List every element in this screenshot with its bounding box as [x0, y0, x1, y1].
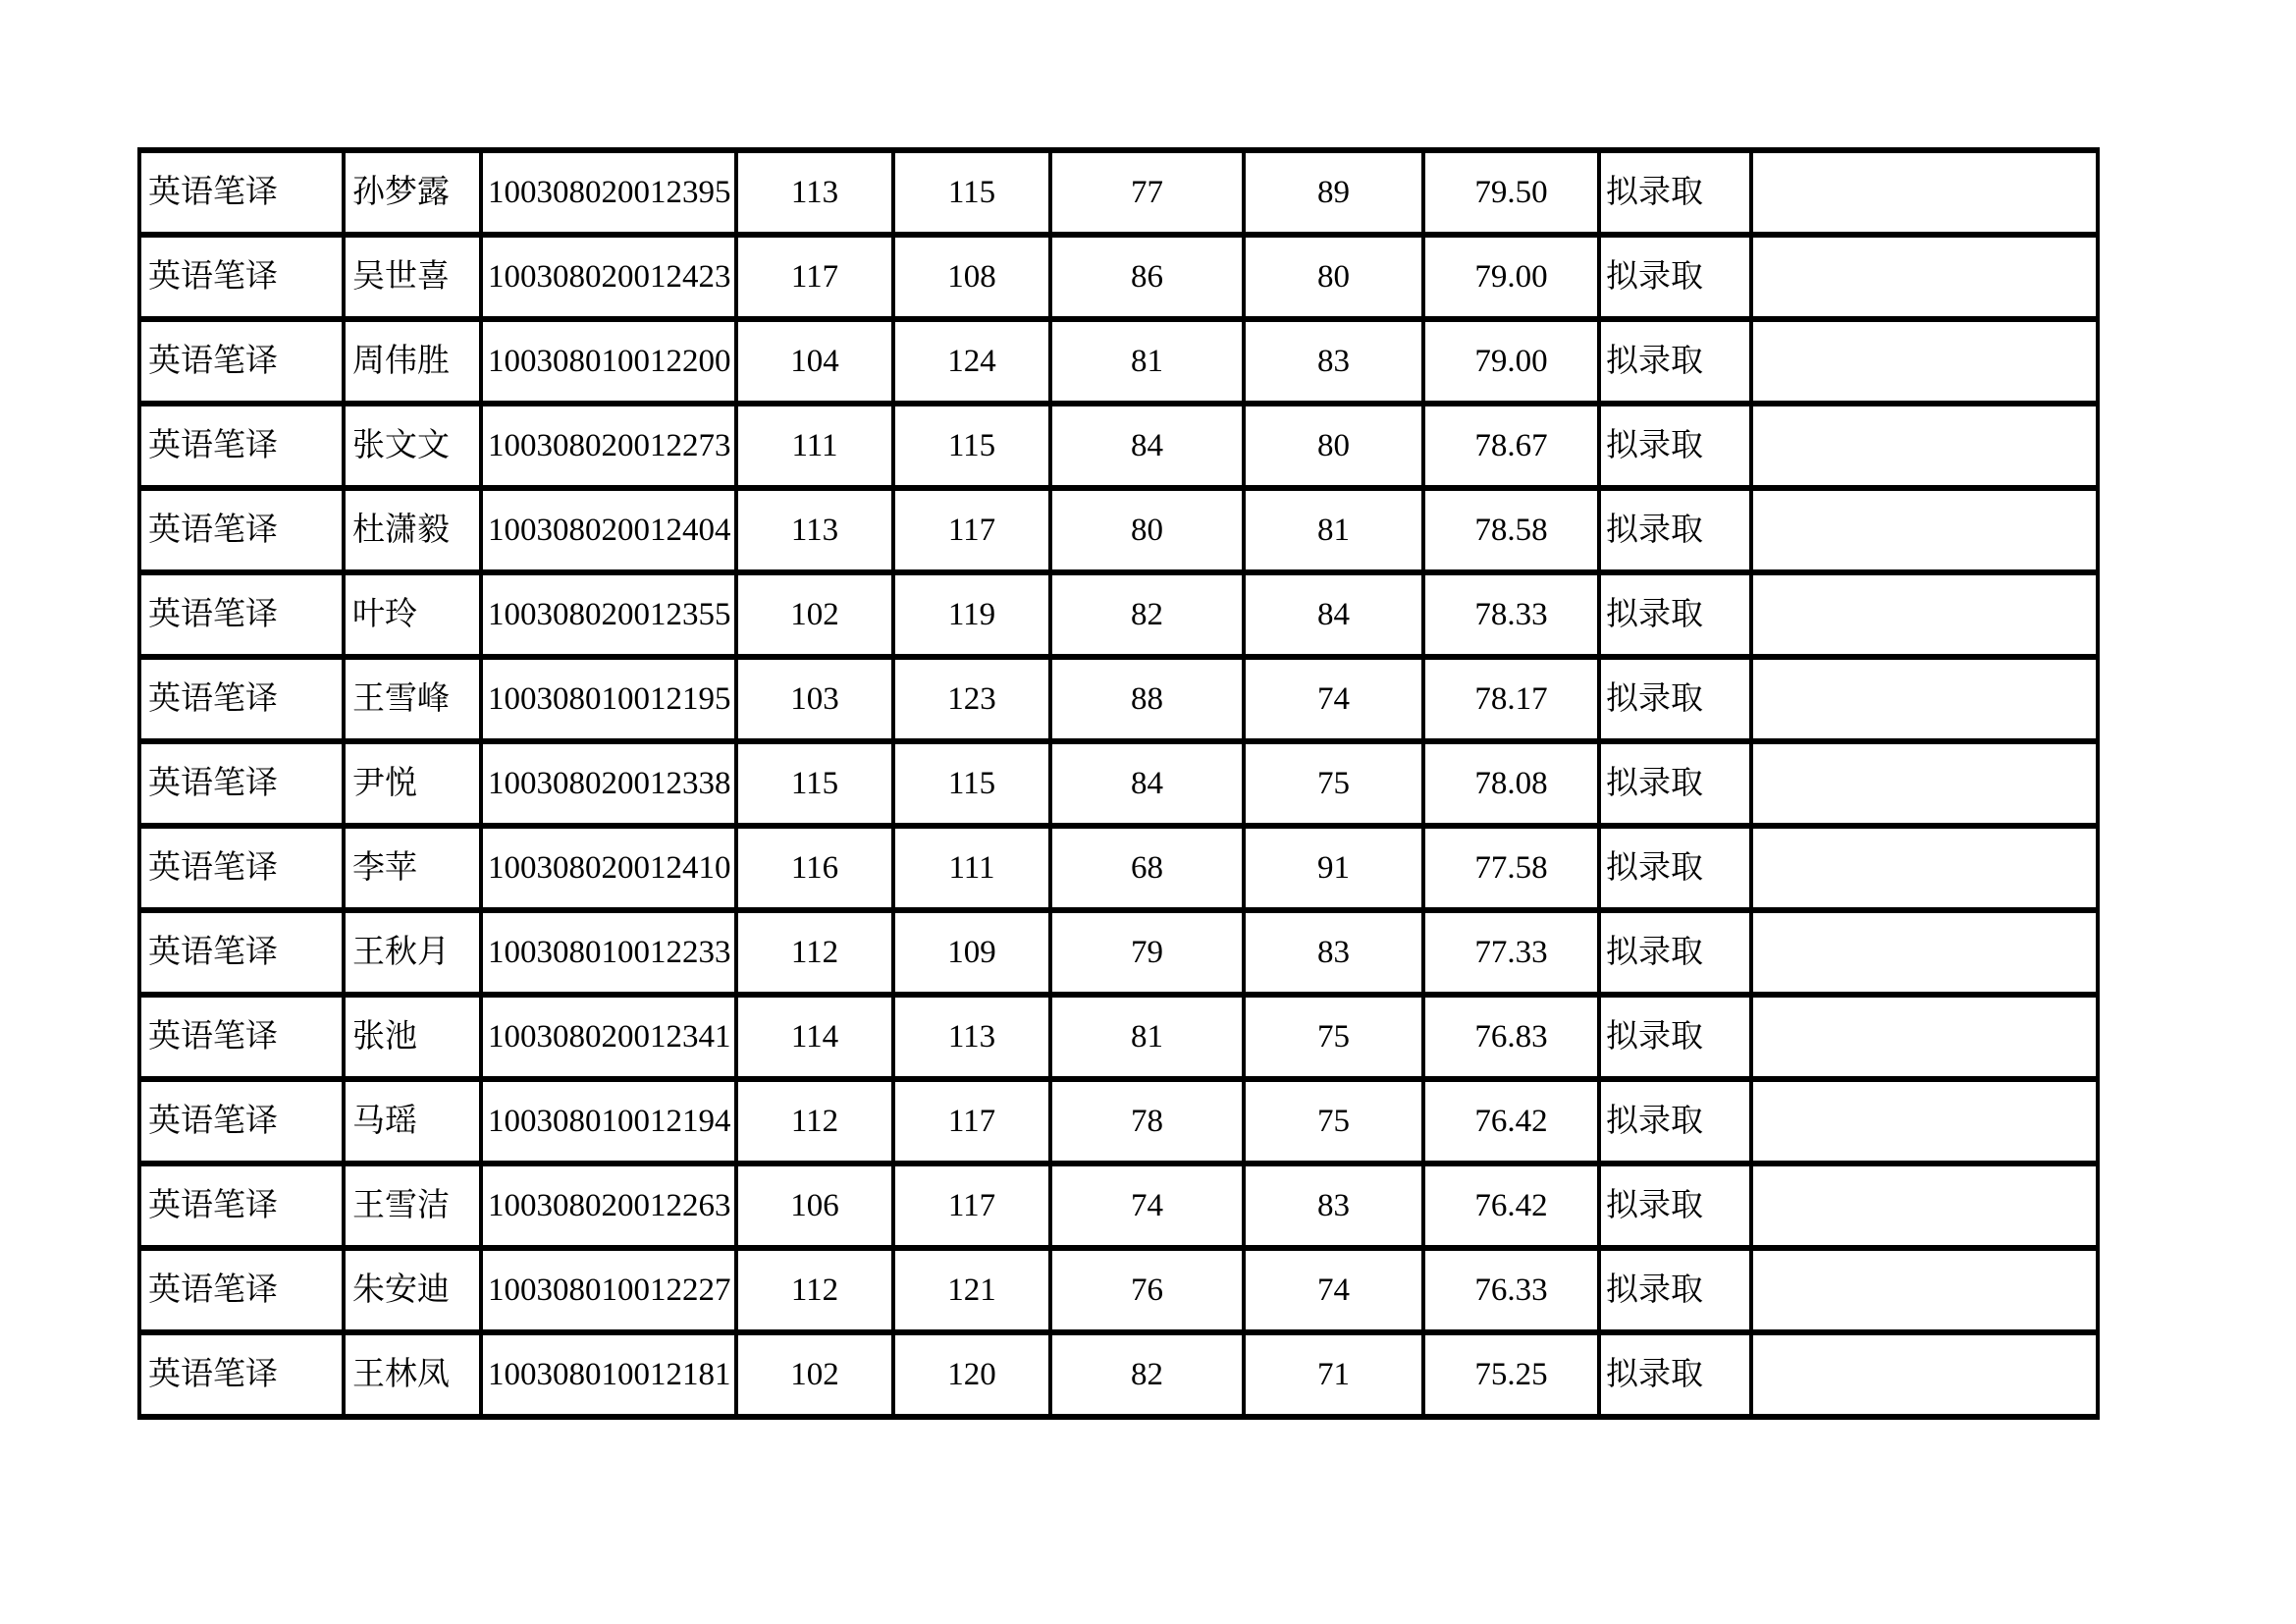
cell-remark	[1751, 1079, 2098, 1164]
cell-name: 王秋月	[344, 910, 481, 995]
cell-remark	[1751, 1164, 2098, 1248]
cell-admission-status: 拟录取	[1599, 404, 1751, 488]
cell-score-4: 81	[1244, 488, 1423, 572]
cell-candidate-number: 100308020012341	[481, 995, 736, 1079]
cell-total-score: 78.17	[1423, 657, 1599, 741]
cell-name: 马瑶	[344, 1079, 481, 1164]
cell-name: 王雪洁	[344, 1164, 481, 1248]
cell-candidate-number: 100308010012200	[481, 319, 736, 404]
cell-score-3: 78	[1050, 1079, 1244, 1164]
cell-total-score: 76.42	[1423, 1164, 1599, 1248]
cell-major: 英语笔译	[139, 404, 344, 488]
table-row	[139, 657, 2098, 741]
cell-score-1: 113	[736, 150, 893, 235]
cell-score-3: 86	[1050, 235, 1244, 319]
cell-score-4: 75	[1244, 995, 1423, 1079]
cell-score-2: 111	[893, 826, 1050, 910]
cell-remark	[1751, 995, 2098, 1079]
cell-score-3: 84	[1050, 404, 1244, 488]
cell-score-2: 113	[893, 995, 1050, 1079]
cell-remark	[1751, 826, 2098, 910]
cell-major: 英语笔译	[139, 657, 344, 741]
cell-score-3: 74	[1050, 1164, 1244, 1248]
cell-remark	[1751, 404, 2098, 488]
cell-score-1: 112	[736, 1248, 893, 1332]
cell-score-1: 102	[736, 572, 893, 657]
table-row	[139, 826, 2098, 910]
cell-score-4: 80	[1244, 404, 1423, 488]
cell-score-4: 89	[1244, 150, 1423, 235]
cell-total-score: 77.58	[1423, 826, 1599, 910]
table-row	[139, 235, 2098, 319]
cell-major: 英语笔译	[139, 995, 344, 1079]
cell-score-4: 75	[1244, 741, 1423, 826]
cell-major: 英语笔译	[139, 488, 344, 572]
cell-remark	[1751, 572, 2098, 657]
cell-score-2: 117	[893, 1079, 1050, 1164]
table-row	[139, 1164, 2098, 1248]
cell-name: 王林凤	[344, 1332, 481, 1417]
admission-results-table	[137, 147, 2100, 1420]
cell-score-3: 82	[1050, 572, 1244, 657]
cell-admission-status: 拟录取	[1599, 741, 1751, 826]
cell-score-1: 113	[736, 488, 893, 572]
table-row	[139, 910, 2098, 995]
cell-total-score: 79.00	[1423, 319, 1599, 404]
cell-total-score: 78.33	[1423, 572, 1599, 657]
cell-total-score: 78.67	[1423, 404, 1599, 488]
cell-admission-status: 拟录取	[1599, 1079, 1751, 1164]
cell-score-1: 112	[736, 1079, 893, 1164]
cell-major: 英语笔译	[139, 150, 344, 235]
table-row	[139, 1248, 2098, 1332]
cell-admission-status: 拟录取	[1599, 150, 1751, 235]
cell-remark	[1751, 235, 2098, 319]
cell-score-2: 109	[893, 910, 1050, 995]
cell-score-3: 81	[1050, 995, 1244, 1079]
cell-name: 尹悦	[344, 741, 481, 826]
cell-score-4: 80	[1244, 235, 1423, 319]
cell-major: 英语笔译	[139, 1079, 344, 1164]
cell-score-4: 83	[1244, 1164, 1423, 1248]
cell-score-3: 76	[1050, 1248, 1244, 1332]
cell-remark	[1751, 1332, 2098, 1417]
table-row	[139, 741, 2098, 826]
cell-score-4: 71	[1244, 1332, 1423, 1417]
cell-admission-status: 拟录取	[1599, 826, 1751, 910]
cell-major: 英语笔译	[139, 319, 344, 404]
cell-candidate-number: 100308020012263	[481, 1164, 736, 1248]
cell-name: 王雪峰	[344, 657, 481, 741]
cell-score-3: 82	[1050, 1332, 1244, 1417]
cell-score-4: 74	[1244, 657, 1423, 741]
cell-admission-status: 拟录取	[1599, 488, 1751, 572]
cell-score-2: 115	[893, 150, 1050, 235]
table-row	[139, 995, 2098, 1079]
cell-score-1: 115	[736, 741, 893, 826]
cell-score-3: 77	[1050, 150, 1244, 235]
cell-remark	[1751, 319, 2098, 404]
cell-admission-status: 拟录取	[1599, 995, 1751, 1079]
table-row	[139, 1079, 2098, 1164]
cell-score-1: 117	[736, 235, 893, 319]
table-row	[139, 572, 2098, 657]
cell-score-1: 106	[736, 1164, 893, 1248]
table-row	[139, 488, 2098, 572]
cell-total-score: 78.08	[1423, 741, 1599, 826]
cell-score-2: 120	[893, 1332, 1050, 1417]
cell-score-3: 80	[1050, 488, 1244, 572]
cell-remark	[1751, 1248, 2098, 1332]
cell-name: 张池	[344, 995, 481, 1079]
table-row	[139, 404, 2098, 488]
cell-score-1: 103	[736, 657, 893, 741]
cell-candidate-number: 100308010012233	[481, 910, 736, 995]
cell-name: 吴世喜	[344, 235, 481, 319]
cell-admission-status: 拟录取	[1599, 1332, 1751, 1417]
cell-remark	[1751, 910, 2098, 995]
cell-major: 英语笔译	[139, 572, 344, 657]
cell-major: 英语笔译	[139, 826, 344, 910]
cell-candidate-number: 100308010012227	[481, 1248, 736, 1332]
cell-candidate-number: 100308020012395	[481, 150, 736, 235]
cell-score-4: 83	[1244, 319, 1423, 404]
cell-score-1: 116	[736, 826, 893, 910]
cell-candidate-number: 100308020012338	[481, 741, 736, 826]
cell-total-score: 79.00	[1423, 235, 1599, 319]
cell-name: 李苹	[344, 826, 481, 910]
cell-admission-status: 拟录取	[1599, 572, 1751, 657]
cell-score-4: 74	[1244, 1248, 1423, 1332]
cell-candidate-number: 100308020012410	[481, 826, 736, 910]
table-row	[139, 150, 2098, 235]
cell-admission-status: 拟录取	[1599, 1164, 1751, 1248]
table-row	[139, 319, 2098, 404]
cell-name: 孙梦露	[344, 150, 481, 235]
cell-candidate-number: 100308010012195	[481, 657, 736, 741]
cell-total-score: 78.58	[1423, 488, 1599, 572]
table-row	[139, 1332, 2098, 1417]
cell-admission-status: 拟录取	[1599, 319, 1751, 404]
cell-candidate-number: 100308010012194	[481, 1079, 736, 1164]
cell-remark	[1751, 150, 2098, 235]
cell-score-2: 119	[893, 572, 1050, 657]
cell-name: 朱安迪	[344, 1248, 481, 1332]
cell-score-2: 115	[893, 741, 1050, 826]
cell-name: 周伟胜	[344, 319, 481, 404]
cell-remark	[1751, 741, 2098, 826]
admission-table-body	[139, 150, 2098, 1417]
cell-score-1: 112	[736, 910, 893, 995]
cell-admission-status: 拟录取	[1599, 657, 1751, 741]
cell-total-score: 76.42	[1423, 1079, 1599, 1164]
cell-name: 张文文	[344, 404, 481, 488]
cell-admission-status: 拟录取	[1599, 910, 1751, 995]
cell-candidate-number: 100308010012181	[481, 1332, 736, 1417]
cell-score-2: 115	[893, 404, 1050, 488]
cell-score-2: 117	[893, 488, 1050, 572]
cell-name: 叶玲	[344, 572, 481, 657]
cell-score-2: 124	[893, 319, 1050, 404]
cell-major: 英语笔译	[139, 1332, 344, 1417]
cell-admission-status: 拟录取	[1599, 235, 1751, 319]
cell-score-4: 91	[1244, 826, 1423, 910]
cell-major: 英语笔译	[139, 910, 344, 995]
cell-score-3: 81	[1050, 319, 1244, 404]
cell-score-4: 83	[1244, 910, 1423, 995]
cell-candidate-number: 100308020012404	[481, 488, 736, 572]
cell-total-score: 75.25	[1423, 1332, 1599, 1417]
cell-total-score: 76.83	[1423, 995, 1599, 1079]
cell-score-3: 88	[1050, 657, 1244, 741]
cell-remark	[1751, 657, 2098, 741]
cell-score-1: 104	[736, 319, 893, 404]
cell-major: 英语笔译	[139, 1248, 344, 1332]
cell-score-1: 102	[736, 1332, 893, 1417]
cell-candidate-number: 100308020012423	[481, 235, 736, 319]
cell-major: 英语笔译	[139, 235, 344, 319]
cell-name: 杜潇毅	[344, 488, 481, 572]
cell-score-1: 114	[736, 995, 893, 1079]
cell-score-4: 75	[1244, 1079, 1423, 1164]
cell-total-score: 77.33	[1423, 910, 1599, 995]
cell-score-3: 68	[1050, 826, 1244, 910]
cell-admission-status: 拟录取	[1599, 1248, 1751, 1332]
cell-score-3: 84	[1050, 741, 1244, 826]
cell-major: 英语笔译	[139, 1164, 344, 1248]
cell-score-3: 79	[1050, 910, 1244, 995]
cell-score-2: 117	[893, 1164, 1050, 1248]
cell-total-score: 76.33	[1423, 1248, 1599, 1332]
cell-score-2: 108	[893, 235, 1050, 319]
cell-total-score: 79.50	[1423, 150, 1599, 235]
cell-score-2: 123	[893, 657, 1050, 741]
cell-score-2: 121	[893, 1248, 1050, 1332]
cell-remark	[1751, 488, 2098, 572]
cell-major: 英语笔译	[139, 741, 344, 826]
cell-score-1: 111	[736, 404, 893, 488]
cell-candidate-number: 100308020012273	[481, 404, 736, 488]
cell-candidate-number: 100308020012355	[481, 572, 736, 657]
cell-score-4: 84	[1244, 572, 1423, 657]
